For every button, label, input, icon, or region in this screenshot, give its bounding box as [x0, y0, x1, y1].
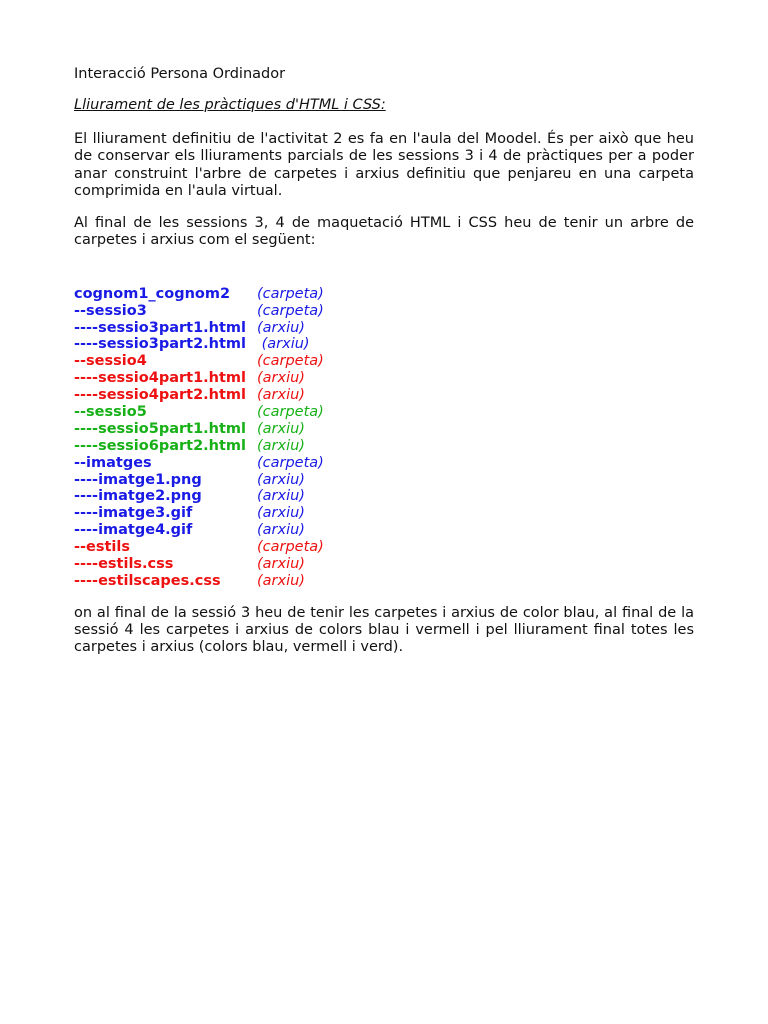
tree-item-type: (arxiu): [257, 471, 305, 488]
tree-item: [74, 539, 694, 556]
tree-item: [74, 353, 694, 370]
tree-item-type: (carpeta): [257, 353, 324, 370]
tree-item-name: ----imatge4.gif: [74, 522, 193, 539]
tree-item-name: ----imatge2.png: [74, 488, 202, 505]
tree-item-type: (arxiu): [257, 522, 305, 539]
intro-paragraph: El lliurament definitiu de l'activitat 2 es fa en l'aula del Moodel. És per això que heu de conservar els lliuraments parcials de les sessions 3 i 4 de pràctiques per a poder anar construint l'arbre de carpetes i arxius definitiu que penjareu en una carpeta comprimida en l'aula virtual.: [74, 131, 694, 199]
tree-item-name: --sessio5: [74, 404, 147, 421]
tree-intro-paragraph: Al final de les sessions 3, 4 de maquetació HTML i CSS heu de tenir un arbre de carpetes i arxius com el següent:: [74, 215, 694, 249]
tree-item: [74, 286, 694, 303]
tree-item-type: (arxiu): [257, 387, 305, 404]
tree-item-type: (arxiu): [257, 572, 305, 589]
tree-item-name: ----estils.css: [74, 556, 174, 573]
tree-item: [74, 573, 694, 590]
tree-item: [74, 522, 694, 539]
tree-item: [74, 505, 694, 522]
tree-item-name: ----estilscapes.css: [74, 572, 221, 589]
document-title: Lliurament de les pràctiques d'HTML i CSS:: [74, 97, 386, 113]
tree-item-type: (carpeta): [257, 302, 324, 319]
tree-item-name: ----sessio4part1.html: [74, 370, 246, 387]
closing-paragraph: on al final de la sessió 3 heu de tenir les carpetes i arxius de color blau, al final de la sessió 4 les carpetes i arxius de colors blau i vermell i pel lliurament final totes les carpetes i arxius (colors blau, vermell i verd).: [74, 604, 694, 656]
tree-item: [74, 320, 694, 337]
tree-item-type: (arxiu): [257, 319, 305, 336]
tree-item: [74, 336, 694, 353]
tree-item: [74, 404, 694, 421]
tree-item: [74, 438, 694, 455]
tree-item: [74, 370, 694, 387]
tree-item-name: ----imatge1.png: [74, 471, 202, 488]
tree-item-type: (arxiu): [257, 370, 305, 387]
tree-item-name: ----sessio5part1.html: [74, 420, 246, 437]
course-title: Interacció Persona Ordinador: [74, 66, 286, 82]
tree-item-name: ----sessio3part2.html: [74, 336, 246, 353]
folder-tree: [74, 286, 694, 590]
tree-item-name: --imatges: [74, 454, 152, 471]
tree-item-type: (arxiu): [257, 437, 305, 454]
tree-item: [74, 472, 694, 489]
tree-item: [74, 488, 694, 505]
tree-item-type: (arxiu): [257, 488, 305, 505]
tree-item-type: (arxiu): [257, 556, 305, 573]
tree-item-type: (arxiu): [257, 336, 310, 353]
tree-item-type: (arxiu): [257, 505, 305, 522]
document-page: [74, 66, 694, 672]
tree-item-name: --sessio4: [74, 353, 147, 370]
tree-item: [74, 303, 694, 320]
tree-item-name: ----sessio4part2.html: [74, 387, 246, 404]
tree-item-type: (carpeta): [257, 539, 324, 556]
tree-item-name: ----sessio3part1.html: [74, 319, 246, 336]
tree-item: [74, 556, 694, 573]
tree-item: [74, 387, 694, 404]
tree-item-name: ----sessio6part2.html: [74, 437, 246, 454]
tree-item-type: (arxiu): [257, 420, 305, 437]
tree-item-name: --sessio3: [74, 302, 147, 319]
tree-item: [74, 455, 694, 472]
tree-item-name: cognom1_cognom2: [74, 285, 231, 302]
tree-item-type: (carpeta): [257, 454, 324, 471]
tree-item-name: --estils: [74, 539, 131, 556]
tree-item-name: ----imatge3.gif: [74, 505, 193, 522]
tree-item-type: (carpeta): [257, 404, 324, 421]
tree-item-type: (carpeta): [257, 285, 324, 302]
tree-item: [74, 421, 694, 438]
